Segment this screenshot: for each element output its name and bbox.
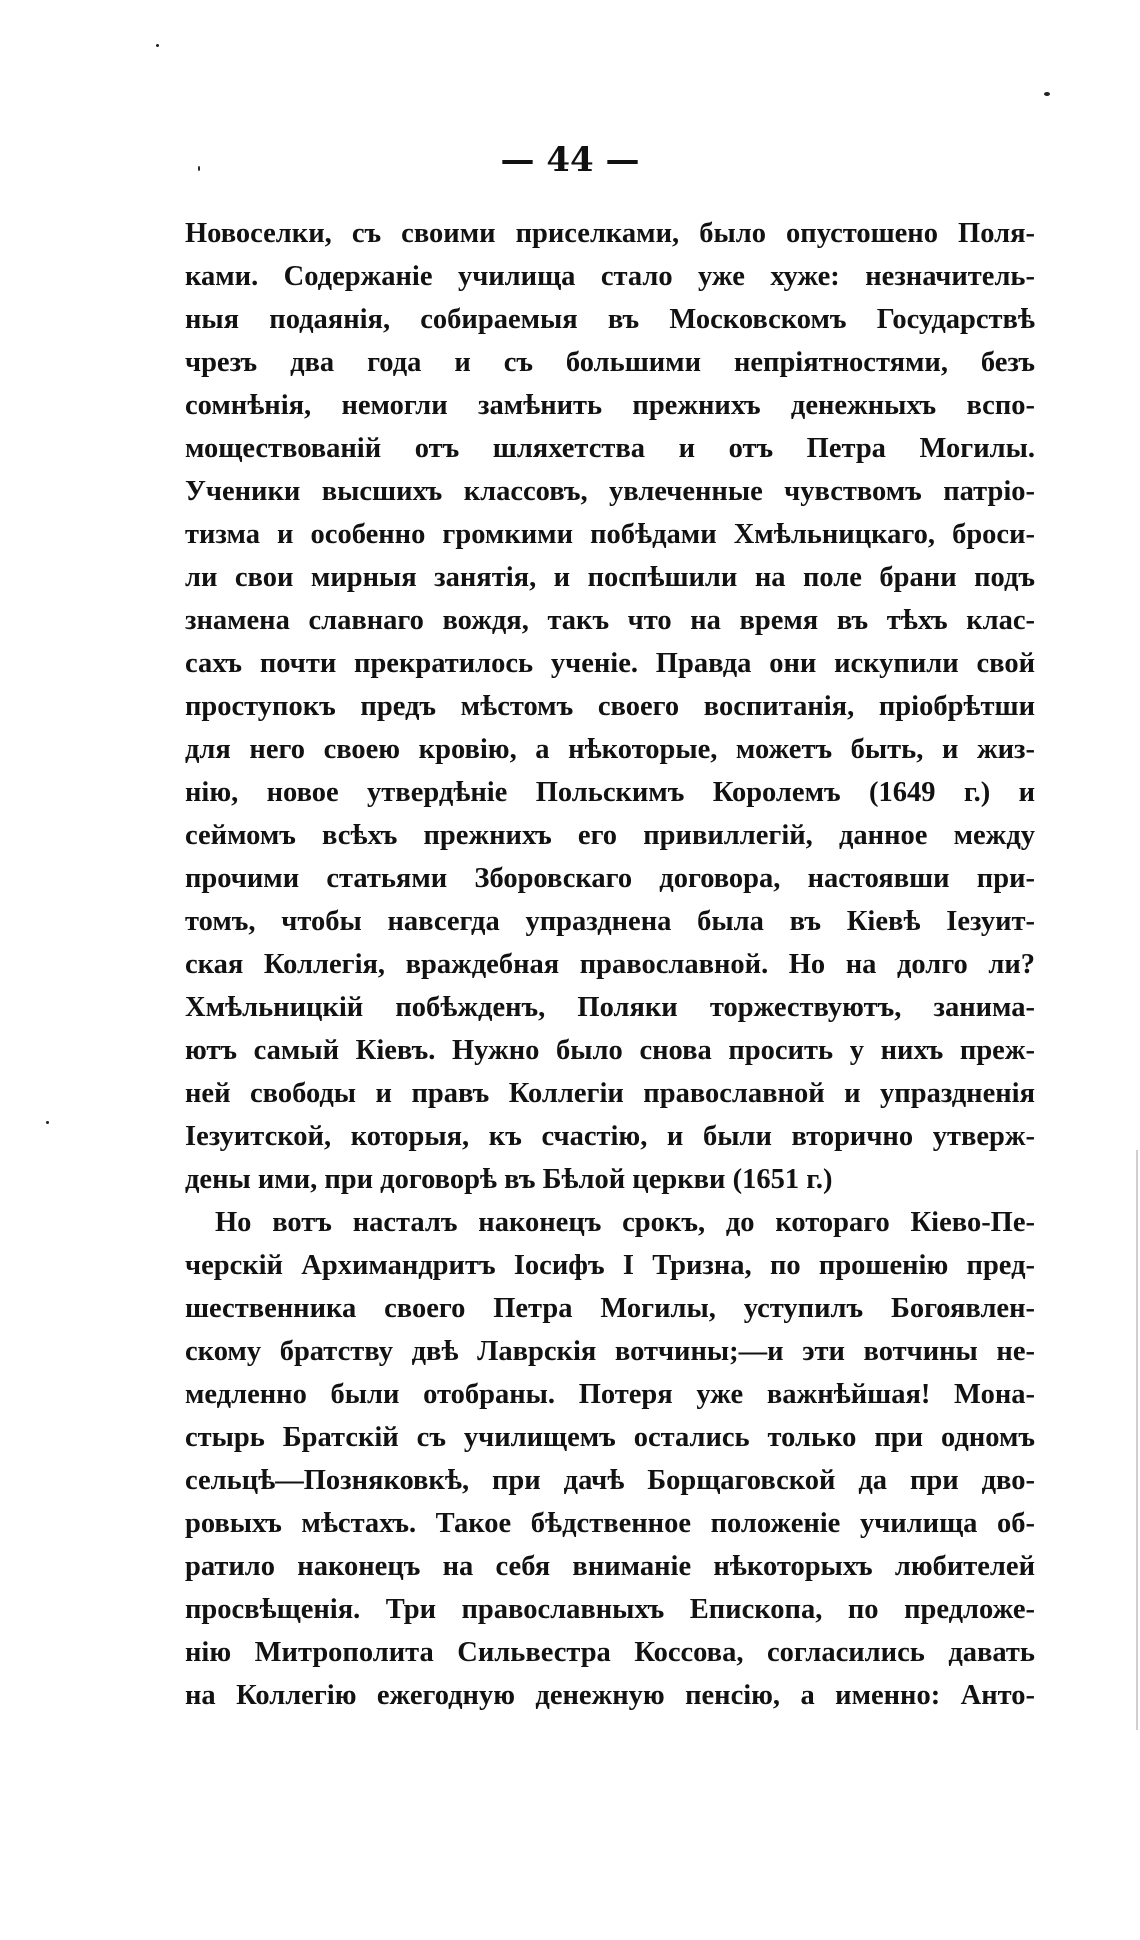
text-line: нію Митрополита Сильвестра Коссова, согласились давать bbox=[185, 1637, 1035, 1668]
text-line: шественника своего Петра Могилы, уступилъ Богоявлен- bbox=[185, 1293, 1035, 1324]
text-line: на Коллегію ежегодную денежную пенсію, а именно: Анто- bbox=[185, 1680, 1035, 1711]
text-line: чрезъ два года и съ большими непріятностями, безъ bbox=[185, 347, 1035, 378]
text-line: ровыхъ мѣстахъ. Такое бѣдственное положеніе училища об- bbox=[185, 1508, 1035, 1539]
text-line: сомнѣнія, немогли замѣнить прежнихъ денежныхъ вспо- bbox=[185, 390, 1035, 421]
text-line: ли свои мирныя занятія, и поспѣшили на поле брани подъ bbox=[185, 562, 1035, 593]
text-line: для него своею кровію, а нѣкоторые, можетъ быть, и жиз- bbox=[185, 734, 1035, 765]
text-line: ратило наконецъ на себя вниманіе нѣкоторыхъ любителей bbox=[185, 1551, 1035, 1582]
body-text bbox=[185, 212, 1035, 1717]
text-line: ская Коллегія, враждебная православной. Но на долго ли? bbox=[185, 949, 1035, 980]
page-number: — 44 — bbox=[500, 140, 640, 180]
text-line: Ученики высшихъ классовъ, увлеченные чувствомъ патріо- bbox=[185, 476, 1035, 507]
text-line: медленно были отобраны. Потеря уже важнѣйшая! Мона- bbox=[185, 1379, 1035, 1410]
text-line: Новоселки, съ своими приселками, было опустошено Поля- bbox=[185, 218, 1035, 249]
paragraph-2 bbox=[185, 1201, 1035, 1717]
text-line: черскій Архимандритъ Іосифъ I Тризна, по прошенію пред- bbox=[185, 1250, 1035, 1281]
text-line: знамена славнаго вождя, такъ что на время въ тѣхъ клас- bbox=[185, 605, 1035, 636]
scan-speck bbox=[156, 44, 159, 47]
text-line: проступокъ предъ мѣстомъ своего воспитанія, пріобрѣтши bbox=[185, 691, 1035, 722]
text-line: стырь Братскій съ училищемъ остались только при одномъ bbox=[185, 1422, 1035, 1453]
text-line: Хмѣльницкій побѣжденъ, Поляки торжествуютъ, занима- bbox=[185, 992, 1035, 1023]
text-line: Но вотъ настал͏ъ наконецъ срокъ, до котораго Кіево-Пе- bbox=[215, 1207, 1035, 1238]
scan-speck bbox=[198, 166, 200, 171]
scan-edge bbox=[1136, 1150, 1138, 1730]
text-line: нію, новое утвердѣніе Польскимъ Королемъ (1649 г.) и bbox=[185, 777, 1035, 808]
text-line: сеймомъ всѣхъ прежнихъ его привиллегій, данное между bbox=[185, 820, 1035, 851]
text-line: тизма и особенно громкими побѣдами Хмѣльницкаго, броси- bbox=[185, 519, 1035, 550]
text-line: томъ, чтобы навсегда упразднена была въ Кіевѣ Іезуит- bbox=[185, 906, 1035, 937]
paragraph-1 bbox=[185, 212, 1035, 1201]
text-line: Іезуитской, которыя, къ счастію, и были вторично утверж- bbox=[185, 1121, 1035, 1152]
scan-speck bbox=[46, 1121, 49, 1124]
text-line: скому братству двѣ Лаврскія вотчины;—и эти вотчины не- bbox=[185, 1336, 1035, 1367]
text-line: дены ими, при договорѣ въ Бѣлой церкви (1651 г.) bbox=[185, 1164, 833, 1195]
text-line: ками. Содержаніе училища стало уже хуже: незначитель- bbox=[185, 261, 1035, 292]
text-line: ней свободы и правъ Коллегіи православной и упраздненія bbox=[185, 1078, 1035, 1109]
text-line: моществованій отъ шляхетства и отъ Петра Могилы. bbox=[185, 433, 1035, 464]
text-line: просвѣщенія. Три православныхъ Епископа, по предложе- bbox=[185, 1594, 1035, 1625]
text-line: ныя подаянія, собираемыя въ Московскомъ Государствѣ bbox=[185, 304, 1035, 335]
text-line: ютъ самый Кіевъ. Нужно было снова просить у нихъ преж- bbox=[185, 1035, 1035, 1066]
text-line: прочими статьями Зборовскаго договора, настоявши при- bbox=[185, 863, 1035, 894]
text-line: сельцѣ—Позняковкѣ, при дачѣ Борщаговской да при дво- bbox=[185, 1465, 1035, 1496]
scan-speck bbox=[1044, 92, 1050, 96]
text-line: сахъ почти прекратилось ученіе. Правда они искупили свой bbox=[185, 648, 1035, 679]
